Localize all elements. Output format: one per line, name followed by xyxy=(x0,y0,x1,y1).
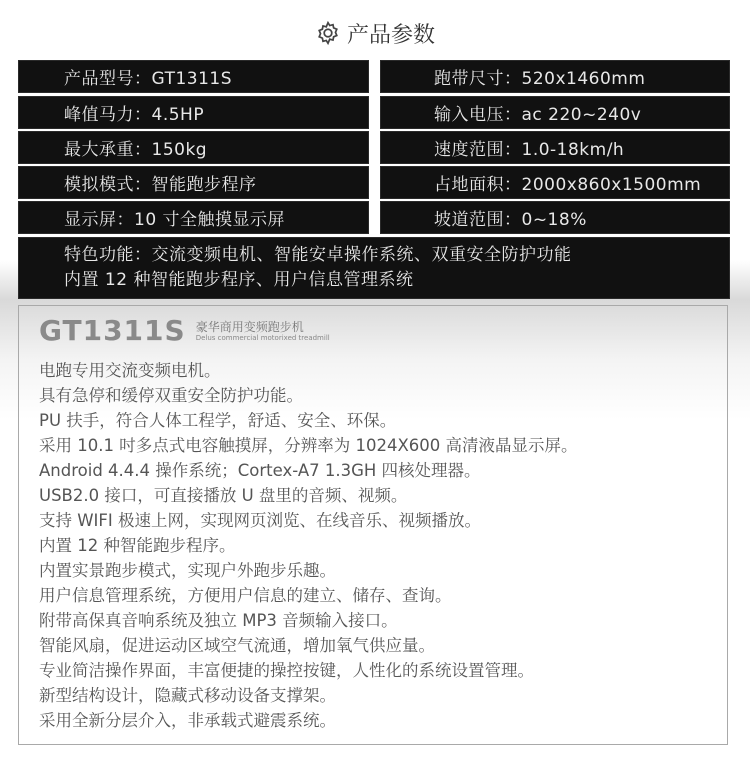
feature-item: 内置实景跑步模式，实现户外跑步乐趣。 xyxy=(39,561,336,580)
spec-input-voltage: 输入电压：ac 220~240v xyxy=(380,96,730,129)
spec-display: 显示屏：10 寸全触摸显示屏 xyxy=(18,201,369,234)
feature-item: 专业简洁操作界面，丰富便捷的操控按键，人性化的系统设置管理。 xyxy=(39,661,534,680)
spec-model: 产品型号：GT1311S xyxy=(18,60,369,93)
feature-item: 具有急停和缓停双重安全防护功能。 xyxy=(39,386,303,405)
spec-footprint: 占地面积：2000x860x1500mm xyxy=(380,166,730,199)
model-subtitle xyxy=(196,320,330,343)
feature-item: 用户信息管理系统，方便用户信息的建立、储存、查询。 xyxy=(39,586,452,605)
feature-item: PU 扶手，符合人体工程学，舒适、安全、环保。 xyxy=(39,411,397,430)
model-subtitle-en: Delus commercial motorixed treadmill xyxy=(195,334,330,342)
feature-item: 采用 10.1 吋多点式电容触摸屏，分辨率为 1024X600 高清液晶显示屏。 xyxy=(39,436,578,455)
feature-item: 新型结构设计，隐藏式移动设备支撑架。 xyxy=(39,686,336,705)
spec-features-line1: 特色功能：交流变频电机、智能安卓操作系统、双重安全防护功能 xyxy=(64,245,572,265)
spec-features-line2: 内置 12 种智能跑步程序、用户信息管理系统 xyxy=(64,270,414,290)
description-panel xyxy=(18,305,728,745)
spec-speed-range: 速度范围：1.0-18km/h xyxy=(380,131,730,164)
feature-item: 智能风扇，促进运动区域空气流通，增加氧气供应量。 xyxy=(39,636,435,655)
section-header xyxy=(0,14,750,52)
model-name: GT1311S xyxy=(39,314,186,347)
feature-item: 采用全新分层介入，非承载式避震系统。 xyxy=(39,711,336,730)
section-title: 产品参数 xyxy=(346,22,435,48)
model-heading xyxy=(39,314,330,347)
feature-item: 支持 WIFI 极速上网，实现网页浏览、在线音乐、视频播放。 xyxy=(39,511,482,530)
spec-features xyxy=(18,237,730,299)
model-subtitle-cn: 豪华商用变频跑步机 xyxy=(195,320,304,334)
spec-incline-range: 坡道范围：0~18% xyxy=(380,201,730,234)
feature-item: Android 4.4.4 操作系统；Cortex-A7 1.3GH 四核处理器。 xyxy=(39,461,481,480)
spec-belt-size: 跑带尺寸：520x1460mm xyxy=(380,60,730,93)
gear-icon xyxy=(315,20,341,46)
feature-item: 电跑专用交流变频电机。 xyxy=(39,361,221,380)
feature-list xyxy=(39,358,578,733)
feature-item: 内置 12 种智能跑步程序。 xyxy=(39,536,236,555)
spec-sim-mode: 模拟模式：智能跑步程序 xyxy=(18,166,369,199)
spec-max-load: 最大承重：150kg xyxy=(18,131,369,164)
spec-peak-power: 峰值马力：4.5HP xyxy=(18,96,369,129)
feature-item: 附带高保真音响系统及独立 MP3 音频输入接口。 xyxy=(39,611,398,630)
feature-item: USB2.0 接口，可直接播放 U 盘里的音频、视频。 xyxy=(39,486,408,505)
